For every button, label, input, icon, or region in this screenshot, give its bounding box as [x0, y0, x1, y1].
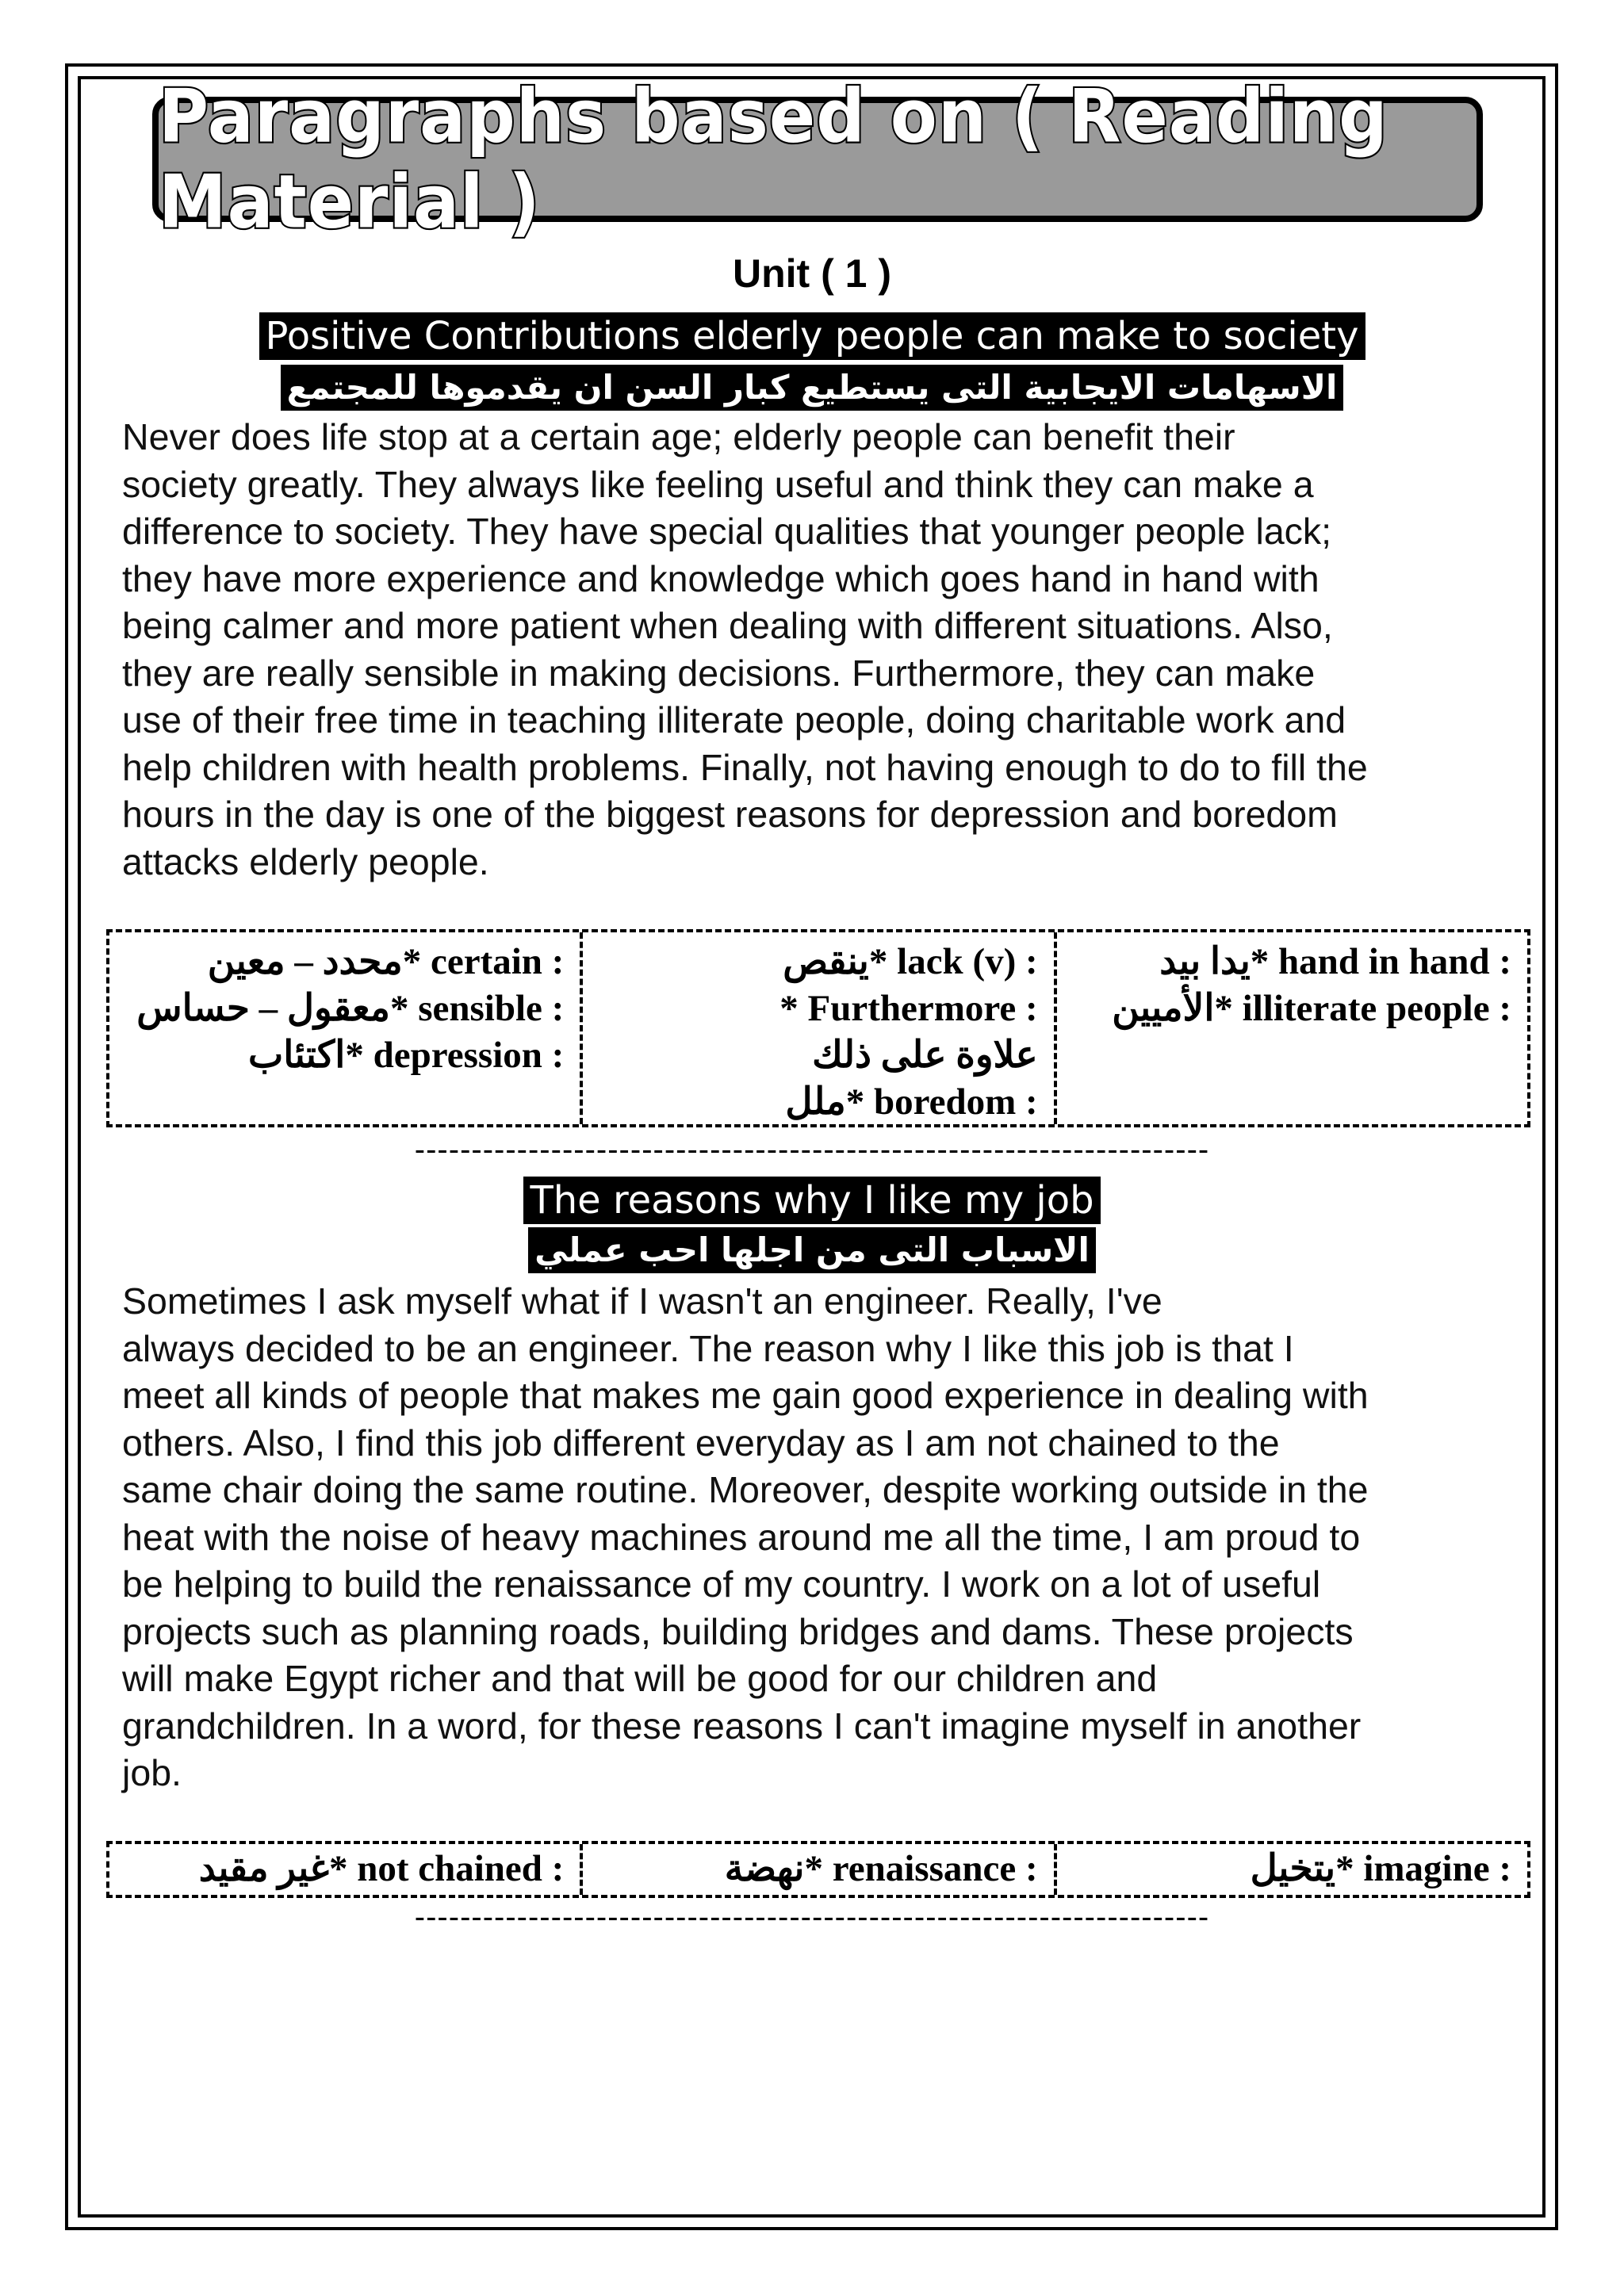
section1-heading-en-row: [0, 312, 1624, 360]
vocab-entry: غير مقيد* not chained :: [198, 1848, 565, 1889]
section2-heading-en: The reasons why I like my job: [523, 1177, 1100, 1224]
page-title: Paragraphs based on ( Reading Material ): [159, 73, 1388, 245]
section1-heading-en: Positive Contributions elderly people can make to society: [259, 312, 1365, 360]
vocab-entry: اكتئاب* depression :: [248, 1035, 565, 1076]
section1-heading-ar: الاسهامات الايجابية التى يستطيع كبار السن ان يقدموها للمجتمع: [281, 365, 1344, 411]
unit-heading: Unit ( 1 ): [733, 251, 891, 296]
vocab-entry: يدا بيد* hand in hand :: [1159, 941, 1511, 982]
vocab-entry: يتخيل* imagine :: [1250, 1848, 1511, 1889]
section1-vocab-box: [106, 929, 1530, 1127]
vocab-column-left: [109, 1844, 580, 1895]
section1-paragraph: Never does life stop at a certain age; elderly people can benefit their society greatly. They always like feeling useful and think they can make a difference to society. They have special qualities that younger people lack; they have more experience and knowledge which goes hand in hand with being calmer and more patient when dealing with different situations. Also, they are really sensible in making decisions. Furthermore, they can make use of their free time in teaching illiterate people, doing charitable work and help children with health problems. Finally, not having enough to do to fill the hours in the day is one of the biggest reasons for depression and boredom attacks elderly people.: [122, 416, 1368, 882]
separator-line: ----------------------------------------------------------------------: [414, 1132, 1210, 1167]
vocab-entry: الأميين* illiterate people :: [1112, 988, 1511, 1029]
vocab-column-right: [1054, 932, 1527, 1124]
section2-heading-en-row: [0, 1177, 1624, 1224]
separator-line: ----------------------------------------------------------------------: [414, 1900, 1210, 1934]
title-banner: [152, 73, 1483, 245]
vocab-column-right: [1054, 1844, 1527, 1895]
vocab-entry: علاوة على ذلك: [812, 1035, 1038, 1076]
section2-vocab-box: [106, 1841, 1530, 1898]
vocab-entry: محدد – معين* certain :: [207, 941, 565, 982]
section2-heading-ar: الاسباب التى من اجلها احب عملي: [528, 1227, 1096, 1273]
vocab-entry: ملل* boredom :: [785, 1081, 1038, 1123]
section2-heading-ar-row: [0, 1227, 1624, 1273]
vocab-column-middle: [580, 1844, 1053, 1895]
section2-paragraph: Sometimes I ask myself what if I wasn't an engineer. Really, I've always decided to be an engineer. The reason why I like this job is that I meet all kinds of people that makes me gain good experience in dealing with others. Also, I find this job different everyday as I am not chained to the same chair doing the same routine. Moreover, despite working outside in the heat with the noise of heavy machines around me all the time, I am proud to be helping to build the renaissance of my country. I work on a lot of useful projects such as planning roads, building bridges and dams. These projects will make Egypt richer and that will be good for our children and grandchildren. In a word, for these reasons I can't imagine myself in another job.: [122, 1280, 1369, 1793]
vocab-entry: معقول – حساس* sensible :: [136, 988, 565, 1029]
section1-heading-ar-row: [0, 365, 1624, 411]
vocab-entry: ينقص* lack (v) :: [783, 941, 1038, 982]
vocab-column-middle: [580, 932, 1053, 1124]
vocab-entry: * Furthermore :: [779, 988, 1038, 1029]
vocab-entry: نهضة* renaissance :: [724, 1848, 1038, 1889]
vocab-column-left: [109, 932, 580, 1124]
